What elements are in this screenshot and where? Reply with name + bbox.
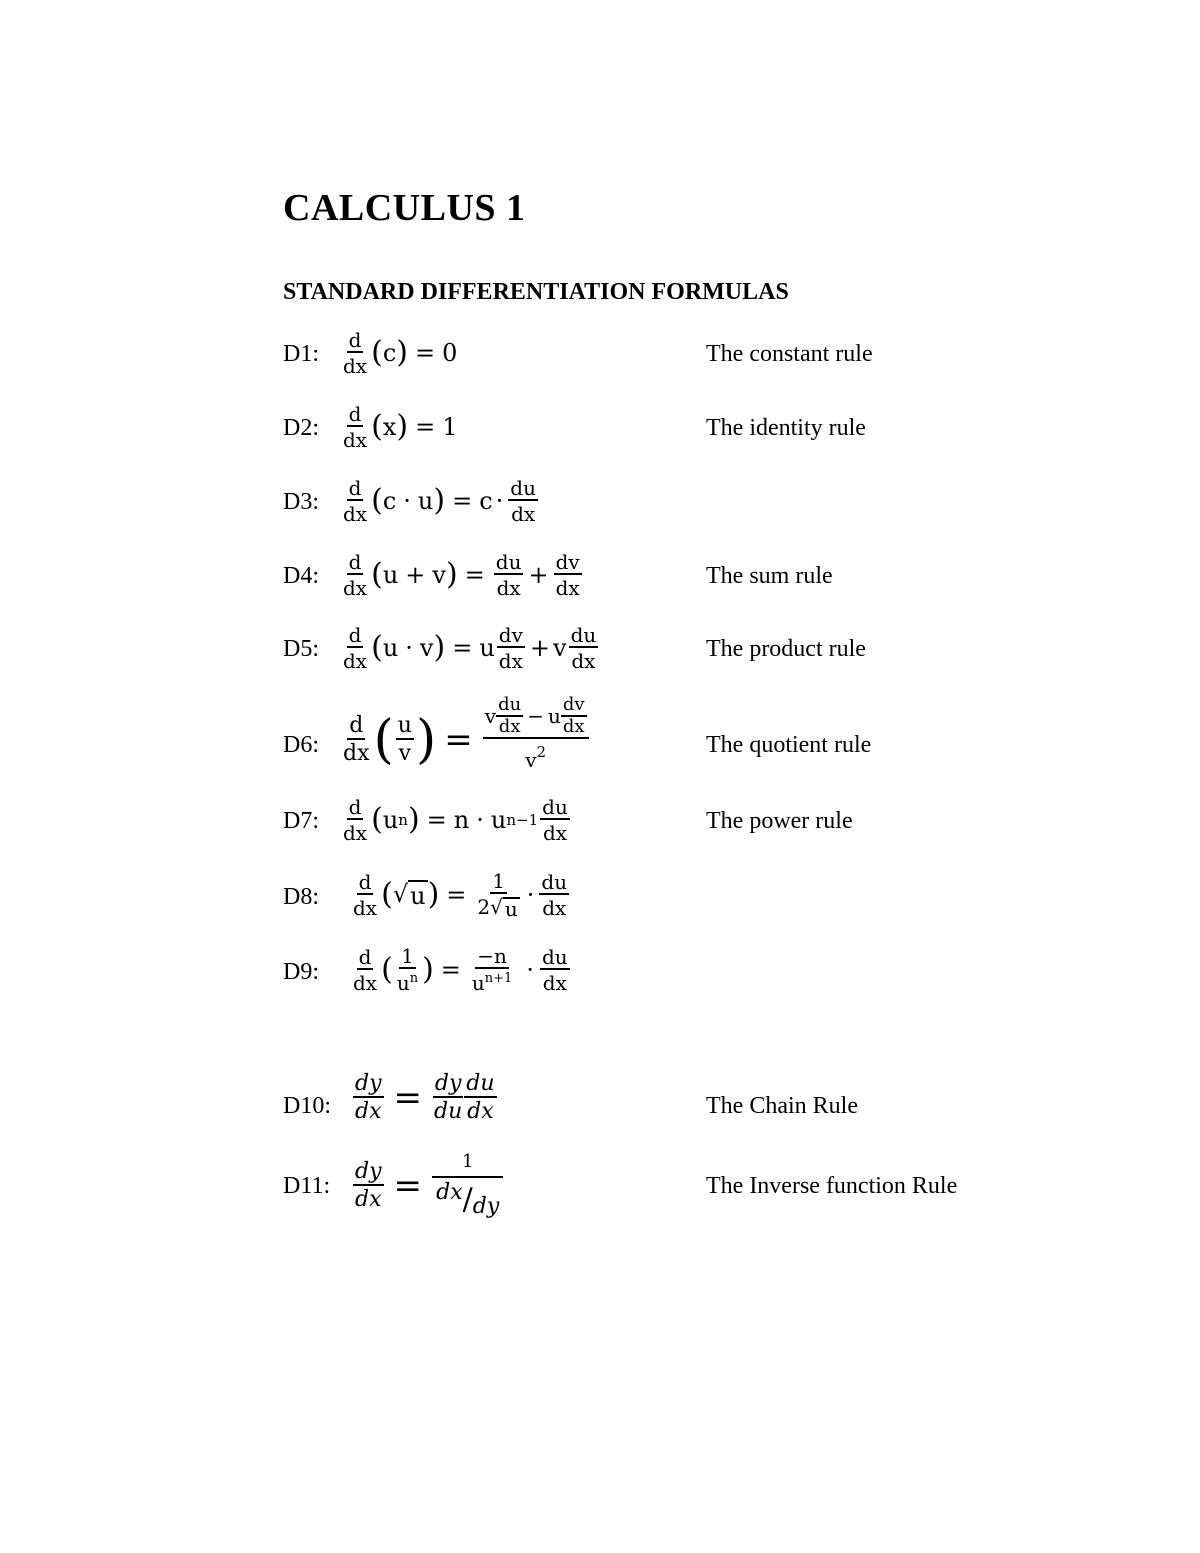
formula-label: D2: (283, 415, 319, 441)
formula-row-d8 (283, 871, 1043, 951)
rule-name: The power rule (706, 808, 853, 834)
formula-row-d5 (283, 625, 1043, 705)
formula-label: D1: (283, 341, 319, 367)
formula-row-d1 (283, 330, 1043, 410)
formula-expression: $\frac{d}{dx}$ ( $\frac{1}{u^n}$ ) = $\frac{-n}{u^{n+1}}$ · $\frac{du}{dx}$ (353, 944, 568, 995)
formula-expression: $\frac{d}{dx}$ ( √ u ) = 1 2 √ u · $\frac{du}{dx}$ (353, 869, 568, 921)
formula-expression: $\frac{d}{dx}$ ( u + v ) = $\frac{du}{dx}$ + $\frac{dv}{dx}$ (343, 550, 580, 600)
rule-name: The Chain Rule (706, 1093, 858, 1119)
formula-label: D5: (283, 636, 319, 662)
derivative-operator: $\frac{d}{dx}$ (343, 623, 368, 673)
formula-label: D7: (283, 808, 319, 834)
rule-name: The Inverse function Rule (706, 1173, 958, 1199)
formula-expression: $\frac{d}{dx}$ ( x ) = 1 (343, 402, 458, 452)
formula-row-d2 (283, 404, 1043, 484)
formula-label: D6: (283, 732, 319, 758)
formula-row-d6 (283, 696, 1043, 786)
formula-row-d11 (283, 1153, 1043, 1243)
formula-expression: $\frac{dy}{dx}$ = $\frac{dy}{du}$ $\frac{du}{dx}$ (355, 1071, 495, 1124)
formula-label: D3: (283, 489, 319, 515)
formula-row-d7 (283, 797, 1043, 877)
formula-expression: $\frac{d}{dx}$ ( u · v ) = u $\frac{dv}{dx}$ + v $\frac{du}{dx}$ (343, 623, 597, 673)
formula-expression: $\frac{d}{dx}$ ( c ) = 0 (343, 328, 458, 378)
formula-label: D4: (283, 563, 319, 589)
formula-label: D11: (283, 1173, 331, 1199)
derivative-operator: $\frac{d}{dx}$ (343, 713, 370, 766)
rule-name: The quotient rule (706, 732, 872, 758)
derivative-operator: $\frac{d}{dx}$ (343, 402, 368, 452)
derivative-operator: $\frac{d}{dx}$ (343, 328, 368, 378)
rule-name: The product rule (706, 636, 866, 662)
derivative-operator: $\frac{d}{dx}$ (343, 476, 368, 526)
formula-expression: $\frac{d}{dx}$ ( $\frac{u}{v}$ ) = v $\frac{du}{dx}$ − u $\frac{dv}{dx}$ $v^2$ (339, 696, 591, 770)
section-heading: STANDARD DIFFERENTIATION FORMULAS (283, 279, 789, 305)
derivative-operator: $\frac{d}{dx}$ (353, 944, 378, 995)
formula-label: D10: (283, 1093, 331, 1119)
rule-name: The identity rule (706, 415, 866, 441)
derivative-operator: $\frac{d}{dx}$ (343, 795, 368, 845)
formula-expression: $\frac{d}{dx}$ ( u n ) = n · u n−1 $\frac{du}{dx}$ (343, 795, 568, 845)
formula-expression: $\frac{d}{dx}$ ( c · u ) = c · $\frac{du}{dx}$ (343, 476, 536, 526)
formula-label: D9: (283, 959, 319, 985)
derivative-operator: $\frac{d}{dx}$ (353, 870, 378, 920)
rule-name: The constant rule (706, 341, 873, 367)
formula-row-d4 (283, 552, 1043, 632)
rule-name: The sum rule (706, 563, 833, 589)
formula-row-d3 (283, 478, 1043, 558)
derivative-operator: $\frac{d}{dx}$ (343, 550, 368, 600)
formula-label: D8: (283, 884, 319, 910)
formula-row-d9 (283, 946, 1043, 1026)
formula-row-d10 (283, 1073, 1043, 1153)
formula-expression: $\frac{dy}{dx}$ = $\frac{1}{dx/dy}$ (351, 1153, 505, 1218)
page-title: CALCULUS 1 (283, 187, 526, 229)
